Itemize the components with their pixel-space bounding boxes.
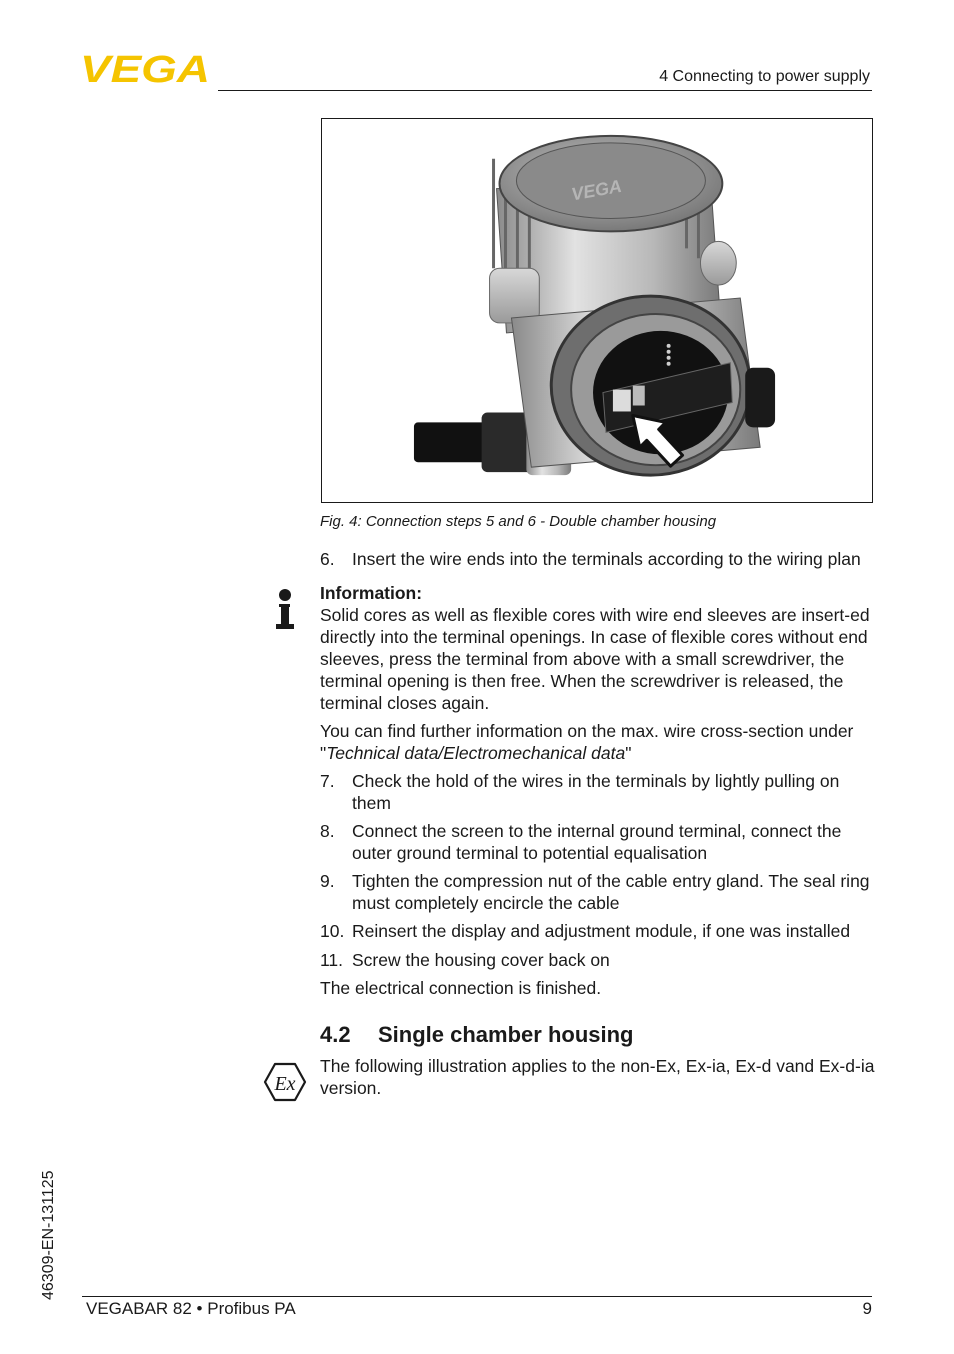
vega-logo bbox=[80, 50, 212, 86]
step-text: Screw the housing cover back on bbox=[352, 950, 610, 970]
section-title: Single chamber housing bbox=[378, 1022, 634, 1047]
list-item bbox=[320, 870, 876, 914]
list-item bbox=[320, 920, 876, 942]
further-info-paragraph bbox=[320, 720, 876, 764]
footer-product: VEGABAR 82 • Profibus PA bbox=[86, 1299, 296, 1318]
header-section: 4 Connecting to power supply bbox=[659, 68, 870, 85]
ex-symbol: Ex bbox=[274, 1073, 296, 1095]
cover-logo: VEGA bbox=[569, 175, 624, 205]
info-icon bbox=[272, 586, 298, 632]
section-text: The following illustration applies to the non-Ex, Ex-ia, Ex-d vand Ex-d-ia version. bbox=[320, 1056, 875, 1098]
section-number: 4.2 bbox=[320, 1022, 351, 1047]
list-item bbox=[320, 949, 876, 971]
info-title: Information: bbox=[320, 583, 423, 603]
step-number: 11. bbox=[320, 950, 344, 970]
further-info-link: Technical data/Electromechanical data bbox=[326, 743, 626, 763]
step-text: Connect the screen to the internal ground terminal, connect the outer ground terminal to potential equalisation bbox=[352, 821, 842, 863]
step-number: 10. bbox=[320, 921, 345, 941]
further-info-end: " bbox=[625, 743, 632, 763]
ex-icon bbox=[263, 1062, 307, 1102]
list-item bbox=[320, 548, 876, 570]
info-text: Solid cores as well as flexible cores with wire end sleeves are insert-ed directly into the terminal openings. In case of flexible cores without end sleeves, press the terminal from above with a small screwdriver, the terminal opening is then free. When the screwdriver is released, the terminal closes again. bbox=[320, 605, 870, 713]
logo-text: VEGA bbox=[80, 50, 210, 86]
page-number: 9 bbox=[862, 1299, 872, 1318]
further-info-text: You can find further information on the max. wire cross-section under " bbox=[320, 721, 854, 763]
info-block bbox=[320, 582, 876, 714]
header-divider bbox=[218, 90, 872, 91]
figure-caption: Fig. 4: Connection steps 5 and 6 - Double chamber housing bbox=[320, 513, 717, 530]
step-text: Check the hold of the wires in the terminals by lightly pulling on them bbox=[352, 771, 840, 813]
step-text: Tighten the compression nut of the cable entry gland. The seal ring must completely encircle the cable bbox=[352, 871, 870, 913]
step-text: Insert the wire ends into the terminals according to the wiring plan bbox=[352, 549, 861, 569]
step-number: 8. bbox=[320, 821, 335, 841]
step-number: 6. bbox=[320, 549, 335, 569]
step-number: 7. bbox=[320, 771, 335, 791]
footer-divider bbox=[82, 1296, 872, 1297]
list-item bbox=[320, 770, 876, 814]
housing-illustration bbox=[322, 119, 872, 502]
step-text: Reinsert the display and adjustment module, if one was installed bbox=[352, 921, 851, 941]
figure-double-chamber-housing bbox=[321, 118, 873, 503]
document-number: 46309-EN-131125 bbox=[40, 1170, 57, 1300]
list-item bbox=[320, 820, 876, 864]
step-number: 9. bbox=[320, 871, 335, 891]
conclusion-text: The electrical connection is finished. bbox=[320, 978, 602, 998]
